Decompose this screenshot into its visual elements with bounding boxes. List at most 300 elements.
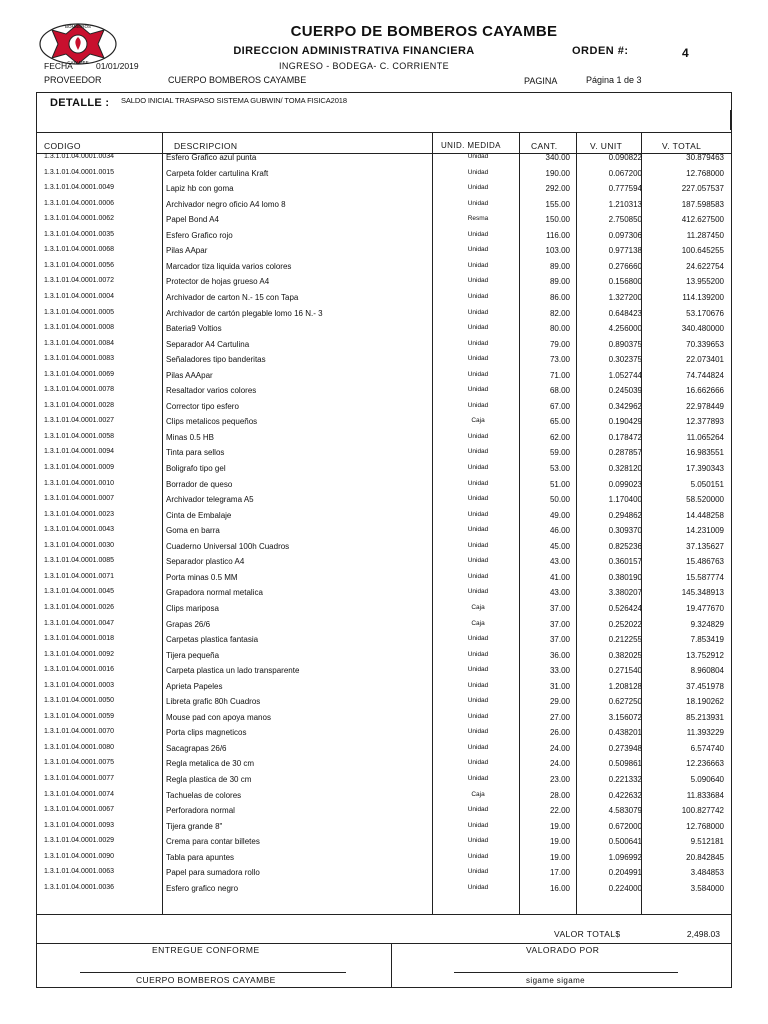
item-total-value: 14.231009 [686,526,724,536]
table-row [36,200,732,216]
item-unit-value: 1.210313 [608,199,642,209]
item-code: 1.3.1.01.04.0001.0085 [44,557,115,565]
item-unit: Unidad [467,308,489,316]
item-quantity: 292.00 [545,184,570,194]
item-code: 1.3.1.01.04.0001.0090 [44,852,115,860]
item-quantity: 50.00 [549,495,570,505]
table-row [36,480,732,496]
item-total-value: 85.213931 [686,712,724,722]
item-unit: Unidad [467,868,489,876]
item-unit: Unidad [467,681,489,689]
item-total-value: 12.377893 [686,417,724,427]
table-row [36,386,732,402]
item-unit: Caja [471,603,485,611]
item-unit: Caja [471,417,485,425]
item-quantity: 155.00 [545,199,570,209]
item-unit: Unidad [467,495,489,503]
item-code: 1.3.1.01.04.0001.0067 [44,806,115,814]
item-unit: Unidad [467,852,489,860]
item-quantity: 16.00 [549,883,570,893]
item-code: 1.3.1.01.04.0001.0074 [44,790,115,798]
table-row [36,588,732,604]
item-description: Boligrafo tipo gel [166,464,226,473]
item-unit-value: 0.627250 [608,697,642,707]
table-row [36,448,732,464]
item-unit-value: 0.328120 [608,464,642,473]
item-total-value: 74.744824 [686,370,724,380]
item-quantity: 19.00 [549,821,570,831]
item-code: 1.3.1.01.04.0001.0030 [44,541,115,549]
item-code: 1.3.1.01.04.0001.0023 [44,510,115,518]
item-description: Papel Bond A4 [166,215,219,225]
item-unit-value: 0.302375 [608,355,642,365]
item-code: 1.3.1.01.04.0001.0016 [44,666,115,674]
item-unit-value: 0.438201 [608,728,642,738]
item-unit-value: 0.380190 [608,572,642,582]
table-row [36,713,732,729]
item-unit-value: 4.256000 [608,324,642,334]
item-code: 1.3.1.01.04.0001.0069 [44,370,115,378]
item-total-value: 5.090640 [690,775,724,784]
item-quantity: 19.00 [549,852,570,862]
item-unit: Caja [471,790,485,798]
table-row [36,277,732,293]
item-total-value: 37.451978 [686,681,724,691]
item-description: Carpeta folder cartulina Kraft [166,168,269,178]
item-description: Grapas 26/6 [166,619,211,629]
item-total-value: 100.827742 [681,806,724,816]
item-unit-value: 2.750850 [608,215,642,225]
item-quantity: 27.00 [549,712,570,722]
valorado-label: VALORADO POR [526,945,600,955]
item-quantity: 49.00 [549,510,570,520]
item-description: Regla metalica de 30 cm [166,759,255,769]
item-description: Esfero Grafico azul punta [166,153,257,162]
item-quantity: 37.00 [549,603,570,613]
item-unit-value: 0.648423 [608,308,642,318]
item-quantity: 24.00 [549,743,570,753]
item-total-value: 7.853419 [690,635,724,645]
table-row [36,728,732,744]
item-unit: Unidad [467,712,489,720]
item-code: 1.3.1.01.04.0001.0094 [44,448,115,456]
item-code: 1.3.1.01.04.0001.0043 [44,526,115,534]
item-unit-value: 0.294862 [608,510,642,520]
item-description: Tachuelas de colores [166,790,242,800]
item-quantity: 59.00 [549,448,570,458]
item-total-value: 16.983551 [686,448,724,458]
item-unit: Unidad [467,339,489,347]
item-code: 1.3.1.01.04.0001.0005 [44,308,115,316]
item-code: 1.3.1.01.04.0001.0062 [44,215,115,223]
table-row [36,868,732,884]
item-total-value: 70.339653 [686,339,724,349]
item-description: Archivador negro oficio A4 lomo 8 [166,199,286,209]
item-code: 1.3.1.01.04.0001.0045 [44,588,115,596]
table-row [36,884,732,900]
item-unit: Unidad [467,557,489,565]
item-total-value: 12.768000 [686,168,724,178]
item-code: 1.3.1.01.04.0001.0075 [44,759,115,767]
item-unit-value: 0.526424 [608,603,642,613]
item-quantity: 33.00 [549,666,570,676]
item-description: Archivador de cartón plegable lomo 16 N.- 3 [166,308,323,318]
item-total-value: 17.390343 [686,464,724,473]
item-total-value: 187.598583 [681,199,724,209]
item-unit: Unidad [467,479,489,487]
item-description: Pilas AAApar [166,370,213,380]
item-unit: Unidad [467,370,489,378]
item-description: Separador plastico A4 [166,557,245,567]
item-description: Borrador de queso [166,479,233,489]
pagina-label: PAGINA [524,76,558,86]
item-unit: Unidad [467,728,489,736]
item-unit: Unidad [467,261,489,269]
item-unit-value: 0.360157 [608,557,642,567]
table-row [36,682,732,698]
item-quantity: 19.00 [549,837,570,847]
item-total-value: 9.324829 [690,619,724,629]
table-row [36,744,732,760]
item-unit-value: 1.208128 [608,681,642,691]
item-total-value: 340.480000 [681,324,724,334]
item-unit-value: 1.327200 [608,292,642,302]
item-code: 1.3.1.01.04.0001.0010 [44,479,115,487]
proveedor-value: CUERPO BOMBEROS CAYAMBE [168,75,307,85]
item-quantity: 82.00 [549,308,570,318]
item-code: 1.3.1.01.04.0001.0029 [44,837,115,845]
table-row [36,324,732,340]
table-row [36,293,732,309]
item-quantity: 37.00 [549,619,570,629]
item-unit: Unidad [467,541,489,549]
item-total-value: 412.627500 [681,215,724,225]
detalle-value: SALDO INICIAL TRASPASO SISTEMA GUBWIN/ TOMA FISICA2018 [121,96,347,105]
item-quantity: 43.00 [549,588,570,598]
table-row [36,355,732,371]
item-code: 1.3.1.01.04.0001.0004 [44,292,115,300]
item-description: Esfero Grafico rojo [166,230,233,240]
col-header-descripcion: DESCRIPCION [174,141,238,151]
item-unit: Unidad [467,806,489,814]
table-row [36,340,732,356]
table-row [36,775,732,791]
item-code: 1.3.1.01.04.0001.0070 [44,728,115,736]
item-total-value: 114.139200 [682,292,724,302]
item-description: Regla plastica de 30 cm [166,775,252,784]
item-unit: Unidad [467,432,489,440]
item-unit-value: 0.509861 [608,759,642,769]
item-total-value: 19.477670 [686,603,724,613]
table-row [36,246,732,262]
item-quantity: 89.00 [549,277,570,287]
item-unit-value: 0.221332 [608,775,642,784]
entregue-name: CUERPO BOMBEROS CAYAMBE [136,975,276,985]
item-quantity: 190.00 [545,168,570,178]
item-code: 1.3.1.01.04.0001.0063 [44,868,115,876]
item-description: Protector de hojas grueso A4 [166,277,270,287]
valorado-name: sigame sigame [526,976,586,985]
table-row [36,417,732,433]
item-code: 1.3.1.01.04.0001.0078 [44,386,115,394]
col-header-unidad: UNID. MEDIDA [441,141,501,150]
item-unit: Unidad [467,526,489,534]
document-title: CUERPO DE BOMBEROS CAYAMBE [290,23,558,40]
fecha-value: 01/01/2019 [96,61,139,71]
item-unit: Unidad [467,697,489,705]
item-quantity: 80.00 [549,324,570,334]
item-quantity: 36.00 [549,650,570,660]
item-total-value: 30.879463 [686,153,724,162]
item-quantity: 62.00 [549,432,570,442]
item-unit-value: 0.212255 [608,635,642,645]
item-quantity: 37.00 [549,635,570,645]
proveedor-label: PROVEEDOR [44,75,102,85]
item-total-value: 24.622754 [686,261,724,271]
item-unit: Unidad [467,246,489,254]
item-unit: Unidad [467,666,489,674]
fecha-label: FECHA [44,61,73,71]
item-code: 1.3.1.01.04.0001.0077 [44,775,115,782]
item-code: 1.3.1.01.04.0001.0058 [44,432,115,440]
item-quantity: 26.00 [549,728,570,738]
item-unit: Unidad [467,821,489,829]
table-row [36,511,732,527]
item-unit: Unidad [467,759,489,767]
item-code: 1.3.1.01.04.0001.0084 [44,339,115,347]
table-row [36,806,732,822]
item-description: Minas 0.5 HB [166,432,215,442]
item-code: 1.3.1.01.04.0001.0035 [44,230,115,238]
item-description: Perforadora normal [166,806,235,816]
item-unit-value: 0.271540 [608,666,642,676]
item-description: Corrector tipo esfero [166,401,239,411]
table-row [36,184,732,200]
table-row [36,822,732,838]
item-quantity: 51.00 [549,479,570,489]
item-description: Tinta para sellos [166,448,225,458]
col-header-cant: CANT. [531,141,558,151]
table-row [36,837,732,853]
item-unit: Unidad [467,448,489,456]
item-unit-value: 0.245039 [608,386,642,396]
divider-detalle [36,132,732,133]
item-unit-value: 0.777594 [608,184,642,194]
valor-total-label: VALOR TOTAL$ [554,929,621,939]
table-row [36,215,732,231]
table-row [36,853,732,869]
item-description: Cuaderno Universal 100h Cuadros [166,541,290,551]
item-description: Separador A4 Cartulina [166,339,250,349]
item-description: Tabla para apuntes [166,852,235,862]
item-total-value: 15.486763 [686,557,724,567]
logo-text-top: BOMBEROS [64,24,92,29]
item-unit-value: 0.287857 [608,448,642,458]
item-unit: Unidad [467,199,489,207]
item-description: Marcador tiza liquida varios colores [166,261,292,271]
col-header-codigo: CODIGO [44,141,81,151]
item-total-value: 8.960804 [690,666,724,676]
table-row [36,169,732,185]
item-description: Clips mariposa [166,603,219,613]
item-code: 1.3.1.01.04.0001.0072 [44,277,115,285]
divider-total [36,914,732,915]
item-quantity: 71.00 [549,370,570,380]
item-total-value: 53.170676 [686,308,724,318]
table-row [36,573,732,589]
item-quantity: 116.00 [546,230,570,240]
item-quantity: 45.00 [549,541,570,551]
item-quantity: 22.00 [549,806,570,816]
item-unit: Unidad [467,464,489,471]
table-row [36,433,732,449]
table-row [36,651,732,667]
item-unit: Unidad [467,837,489,845]
table-row [36,604,732,620]
item-unit-value: 0.097306 [608,230,642,240]
item-total-value: 22.073401 [686,355,724,365]
item-code: 1.3.1.01.04.0001.0009 [44,464,115,471]
item-quantity: 67.00 [549,401,570,411]
col-header-vtotal: V. TOTAL [662,141,702,151]
item-code: 1.3.1.01.04.0001.0050 [44,697,115,705]
item-total-value: 18.190262 [686,697,724,707]
item-code: 1.3.1.01.04.0001.0018 [44,635,115,643]
item-code: 1.3.1.01.04.0001.0056 [44,261,115,269]
item-total-value: 3.584000 [690,883,724,893]
table-row [36,635,732,651]
item-description: Pilas AApar [166,246,208,256]
item-code: 1.3.1.01.04.0001.0093 [44,821,115,829]
item-unit-value: 1.052744 [608,370,642,380]
item-unit: Unidad [467,635,489,643]
item-total-value: 145.348913 [681,588,724,598]
table-row [36,262,732,278]
item-description: Porta minas 0.5 MM [166,572,238,582]
item-description: Esfero grafico negro [166,883,239,893]
item-code: 1.3.1.01.04.0001.0003 [44,681,115,689]
item-quantity: 53.00 [549,464,570,473]
item-total-value: 13.752912 [686,650,724,660]
item-unit-value: 3.380207 [608,588,642,598]
table-row [36,557,732,573]
item-unit: Unidad [467,743,489,751]
item-total-value: 16.662666 [686,386,724,396]
item-description: Porta clips magneticos [166,728,247,738]
item-code: 1.3.1.01.04.0001.0049 [44,184,115,192]
item-total-value: 14.448258 [686,510,724,520]
item-unit: Unidad [467,588,489,596]
item-unit: Unidad [467,775,489,782]
item-unit: Unidad [467,277,489,285]
item-quantity: 89.00 [549,261,570,271]
item-unit-value: 0.276660 [608,261,642,271]
item-description: Archivador de carton N.- 15 con Tapa [166,292,299,302]
item-description: Sacagrapas 26/6 [166,743,227,753]
item-code: 1.3.1.01.04.0001.0047 [44,619,115,627]
item-unit-value: 0.252022 [608,619,642,629]
table-row [36,153,732,169]
item-code: 1.3.1.01.04.0001.0027 [44,417,115,425]
table-row [36,666,732,682]
item-total-value: 5.050151 [690,479,724,489]
item-description: Tijera grande 8" [166,821,223,831]
item-unit-value: 1.096992 [608,852,642,862]
item-unit: Unidad [467,168,489,176]
item-quantity: 43.00 [549,557,570,567]
table-row [36,402,732,418]
item-unit-value: 4.583079 [608,806,642,816]
table-row [36,526,732,542]
item-unit-value: 0.422632 [608,790,642,800]
item-quantity: 41.00 [549,572,570,582]
item-quantity: 73.00 [549,355,570,365]
item-total-value: 227.057537 [681,184,724,194]
item-unit: Unidad [467,401,489,409]
item-quantity: 31.00 [549,681,570,691]
item-code: 1.3.1.01.04.0001.0015 [44,168,115,176]
item-code: 1.3.1.01.04.0001.0080 [44,743,115,751]
pagina-value: Página 1 de 3 [586,75,642,85]
item-quantity: 79.00 [549,339,570,349]
item-code: 1.3.1.01.04.0001.0083 [44,355,115,363]
item-description: Goma en barra [166,526,220,536]
signature-divider [391,943,392,988]
item-unit-value: 0.178472 [608,432,642,442]
item-total-value: 11.287450 [686,230,724,240]
logo-text-bottom: CAYAMBE [67,60,89,65]
item-unit-value: 0.224000 [608,883,642,893]
item-unit: Unidad [467,355,489,363]
table-row [36,231,732,247]
item-total-value: 15.587774 [686,572,724,582]
item-unit: Resma [467,215,489,223]
item-unit: Unidad [467,510,489,518]
item-description: Resaltador varios colores [166,386,257,396]
item-total-value: 100.645255 [681,246,724,256]
item-unit: Unidad [467,292,489,300]
item-unit-value: 0.204991 [608,868,642,878]
item-unit-value: 0.067200 [608,168,642,178]
item-quantity: 86.00 [549,292,570,302]
table-row [36,464,732,480]
detalle-label: DETALLE : [50,97,110,109]
col-header-vunit: V. UNIT [590,141,623,151]
item-unit-value: 0.382025 [608,650,642,660]
orden-label: ORDEN #: [572,45,629,57]
item-unit-value: 0.190429 [608,417,642,427]
item-quantity: 17.00 [549,868,570,878]
item-unit-value: 0.825236 [608,541,642,551]
item-total-value: 20.842845 [686,852,724,862]
item-unit: Unidad [467,153,489,160]
item-quantity: 29.00 [549,697,570,707]
table-row [36,791,732,807]
detalle-end-mark [730,110,731,130]
item-description: Mouse pad con apoya manos [166,712,271,722]
item-total-value: 13.955200 [686,277,724,287]
item-code: 1.3.1.01.04.0001.0068 [44,246,115,254]
item-description: Señaladores tipo banderitas [166,355,266,365]
item-code: 1.3.1.01.04.0001.0034 [44,153,115,160]
item-total-value: 12.768000 [686,821,724,831]
item-total-value: 11.065264 [686,432,724,442]
item-unit-value: 1.170400 [608,495,642,505]
item-description: Cinta de Embalaje [166,510,232,520]
item-total-value: 37.135627 [686,541,724,551]
divider-signatures [36,943,732,944]
item-unit-value: 0.309370 [608,526,642,536]
